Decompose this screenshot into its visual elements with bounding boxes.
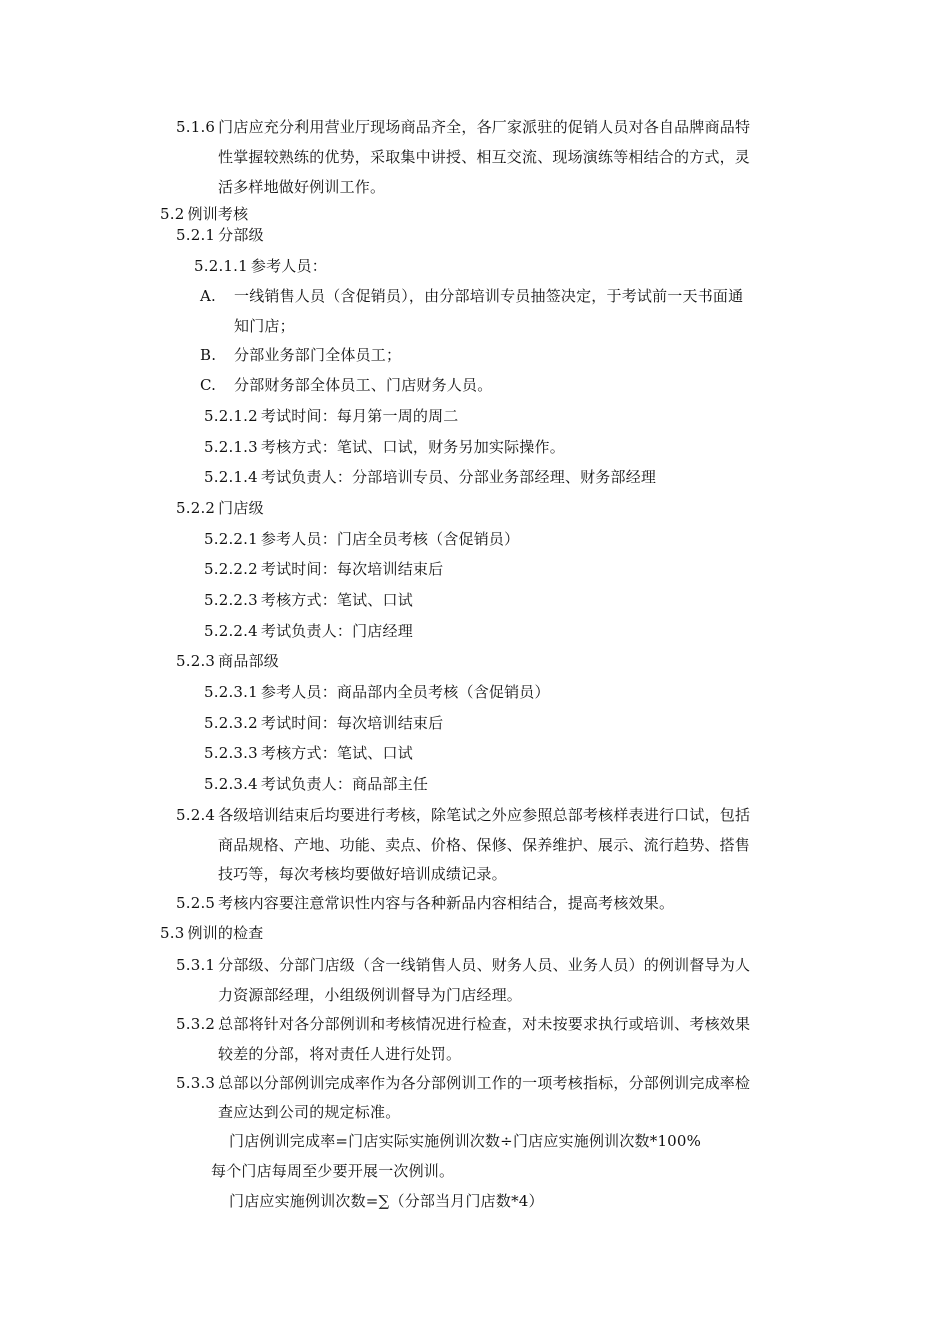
paragraph-text: 各级培训结束后均要进行考核，除笔试之外应参照总部考核样表进行口试，包括 xyxy=(218,806,751,824)
section-5-2-3-2 xyxy=(204,713,443,733)
section-number: 5.2.1.1 xyxy=(194,257,248,275)
section-5-2-1-heading xyxy=(176,225,264,245)
section-5-3-1-line-2 xyxy=(218,985,522,1005)
section-number: 5.2.3 xyxy=(176,652,216,670)
section-5-3-3-line-1 xyxy=(176,1073,750,1093)
paragraph-text: 总部将针对各分部例训和考核情况进行检查，对未按要求执行或培训、考核效果 xyxy=(218,1015,751,1033)
section-5-2-4-line-2 xyxy=(218,835,750,855)
section-number: 5.3.3 xyxy=(176,1074,216,1092)
heading-text: 商品部级 xyxy=(218,652,279,670)
paragraph-text: 考核方式：笔试、口试，财务另加实际操作。 xyxy=(260,438,565,456)
section-5-2-1-1 xyxy=(194,256,327,276)
heading-text: 参考人员： xyxy=(250,257,327,275)
paragraph-text: 性掌握较熟练的优势，采取集中讲授、相互交流、现场演练等相结合的方式，灵 xyxy=(218,148,751,166)
section-number: 5.2.3.2 xyxy=(204,714,258,732)
paragraph-text: 考试负责人：门店经理 xyxy=(260,622,413,640)
section-number: 5.2.2 xyxy=(176,499,216,517)
heading-text: 分部级 xyxy=(218,226,264,244)
formula-completion-rate xyxy=(229,1131,701,1151)
list-item-c xyxy=(200,375,492,395)
paragraph-text: 考核内容要注意常识性内容与各种新品内容相结合，提高考核效果。 xyxy=(218,894,675,912)
section-5-2-2-4 xyxy=(204,621,413,641)
section-5-2-3-4 xyxy=(204,774,428,794)
section-number: 5.2.1.2 xyxy=(204,407,258,425)
paragraph-text: 商品规格、产地、功能、卖点、价格、保修、保养维护、展示、流行趋势、搭售 xyxy=(218,836,751,854)
section-5-3-1-line-1 xyxy=(176,955,750,975)
section-5-3-2-line-2 xyxy=(218,1044,461,1064)
section-number: 5.3.2 xyxy=(176,1015,216,1033)
note-weekly-training xyxy=(211,1161,454,1181)
paragraph-text: 考试负责人：商品部主任 xyxy=(260,775,429,793)
section-number: 5.2.2.3 xyxy=(204,591,258,609)
section-5-2-2-3 xyxy=(204,590,413,610)
section-number: 5.2.3.1 xyxy=(204,683,258,701)
heading-text: 门店级 xyxy=(218,499,264,517)
section-5-2-2-heading xyxy=(176,498,264,518)
paragraph-text: 技巧等，每次考核均要做好培训成绩记录。 xyxy=(218,865,507,883)
section-5-2-3-1 xyxy=(204,682,550,702)
list-item-text: 知门店； xyxy=(234,317,295,335)
paragraph-text: 参考人员：门店全员考核（含促销员） xyxy=(260,530,520,548)
section-5-3-2-line-1 xyxy=(176,1014,750,1034)
section-number: 5.2.1.4 xyxy=(204,468,258,486)
section-number: 5.2.1.3 xyxy=(204,438,258,456)
list-item-text: 分部业务部门全体员工； xyxy=(234,346,402,364)
section-5-2-1-4 xyxy=(204,467,656,487)
section-5-2-heading xyxy=(160,204,248,224)
paragraph-text: 较差的分部，将对责任人进行处罚。 xyxy=(218,1045,462,1063)
paragraph-text: 考核方式：笔试、口试 xyxy=(260,591,413,609)
paragraph-text: 考试时间：每月第一周的周二 xyxy=(260,407,459,425)
paragraph-text: 活多样地做好例训工作。 xyxy=(218,178,386,196)
section-number: 5.2.2.4 xyxy=(204,622,258,640)
section-5-2-5 xyxy=(176,893,674,913)
section-5-3-3-line-2 xyxy=(218,1102,400,1122)
section-number: 5.2.3.3 xyxy=(204,744,258,762)
paragraph-text: 每个门店每周至少要开展一次例训。 xyxy=(211,1162,455,1180)
list-item-text: 分部财务部全体员工、门店财务人员。 xyxy=(234,376,493,394)
formula-text: 门店例训完成率=门店实际实施例训次数÷门店应实施例训次数*100% xyxy=(229,1132,702,1150)
section-number: 5.2.5 xyxy=(176,894,216,912)
section-5-2-2-1 xyxy=(204,529,519,549)
list-item-a-line-2 xyxy=(234,316,295,336)
paragraph-text: 考试时间：每次培训结束后 xyxy=(260,560,444,578)
paragraph-text: 门店应充分利用营业厅现场商品齐全，各厂家派驻的促销人员对各自品牌商品特 xyxy=(218,118,751,136)
section-5-2-1-2 xyxy=(204,406,459,426)
section-number: 5.2.4 xyxy=(176,806,216,824)
section-5-2-1-3 xyxy=(204,437,565,457)
formula-text: 门店应实施例训次数=∑（分部当月门店数*4） xyxy=(229,1192,544,1210)
paragraph-text: 查应达到公司的规定标准。 xyxy=(218,1103,401,1121)
section-5-1-6-line-3 xyxy=(218,177,385,197)
paragraph-text: 分部级、分部门店级（含一线销售人员、财务人员、业务人员）的例训督导为人 xyxy=(218,956,751,974)
section-number: 5.3.1 xyxy=(176,956,216,974)
formula-required-sessions xyxy=(229,1191,544,1211)
section-number: 5.3 xyxy=(160,924,185,942)
section-5-2-4-line-3 xyxy=(218,864,507,884)
section-5-2-3-3 xyxy=(204,743,413,763)
paragraph-text: 考核方式：笔试、口试 xyxy=(260,744,413,762)
section-number: 5.2 xyxy=(160,205,185,223)
section-5-2-3-heading xyxy=(176,651,279,671)
paragraph-text: 考试负责人：分部培训专员、分部业务部经理、财务部经理 xyxy=(260,468,657,486)
heading-text: 例训考核 xyxy=(187,205,249,223)
section-number: 5.1.6 xyxy=(176,118,216,136)
section-number: 5.2.1 xyxy=(176,226,216,244)
paragraph-text: 力资源部经理，小组级例训督导为门店经理。 xyxy=(218,986,523,1004)
heading-text: 例训的检查 xyxy=(187,924,264,942)
paragraph-text: 考试时间：每次培训结束后 xyxy=(260,714,444,732)
section-5-2-4-line-1 xyxy=(176,805,750,825)
section-5-1-6-line-2 xyxy=(218,147,750,167)
list-item-text: 一线销售人员（含促销员），由分部培训专员抽签决定，于考试前一天书面通 xyxy=(234,287,744,305)
section-number: 5.2.2.1 xyxy=(204,530,258,548)
list-marker: A. xyxy=(200,287,217,305)
section-5-2-2-2 xyxy=(204,559,443,579)
section-number: 5.2.3.4 xyxy=(204,775,258,793)
section-5-1-6-line-1 xyxy=(176,117,750,137)
list-marker: C. xyxy=(200,376,217,394)
section-5-3-heading xyxy=(160,923,263,943)
list-item-b xyxy=(200,345,401,365)
list-item-a-line-1 xyxy=(200,286,743,306)
paragraph-text: 参考人员：商品部内全员考核（含促销员） xyxy=(260,683,550,701)
paragraph-text: 总部以分部例训完成率作为各分部例训工作的一项考核指标，分部例训完成率检 xyxy=(218,1074,751,1092)
list-marker: B. xyxy=(200,346,217,364)
section-number: 5.2.2.2 xyxy=(204,560,258,578)
